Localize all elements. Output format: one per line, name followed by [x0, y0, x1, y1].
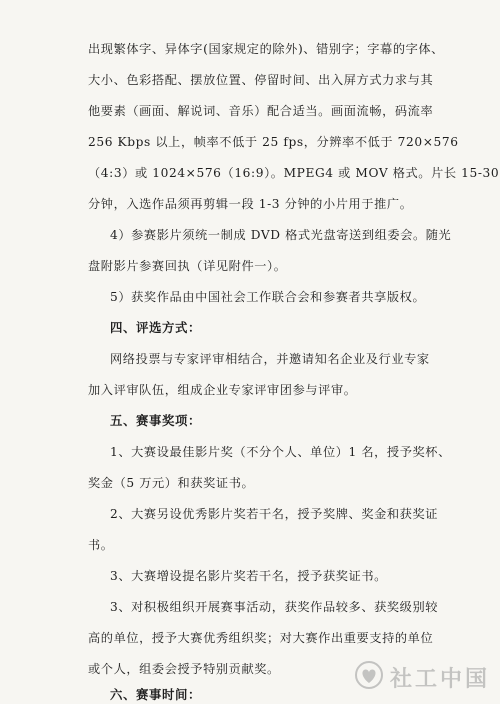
- heart-people-logo-icon: [354, 660, 384, 694]
- section-heading: 四、评选方式：: [110, 320, 201, 335]
- watermark-text: 社工中国: [389, 666, 490, 692]
- body-line: 书。: [88, 538, 114, 552]
- body-line: 3、对积极组织开展赛事活动，获奖作品较多、获奖级别较: [110, 600, 439, 614]
- body-line: （4:3）或 1024×576（16:9）。MPEG4 或 MOV 格式。片长 15-30: [88, 166, 500, 180]
- body-line: 盘附影片参赛回执（详见附件一）。: [88, 259, 287, 273]
- watermark: [354, 660, 490, 694]
- body-line: 3、大赛增设提名影片奖若干名，授予获奖证书。: [110, 569, 387, 583]
- body-line: 分钟，入选作品须再剪辑一段 1-3 分钟的小片用于推广。: [88, 197, 413, 211]
- section-heading: 六、赛事时间：: [110, 687, 201, 702]
- body-line: 或个人，组委会授予特别贡献奖。: [88, 662, 280, 676]
- body-line: 网络投票与专家评审相结合，并邀请知名企业及行业专家: [110, 352, 430, 366]
- body-line: 奖金（5 万元）和获奖证书。: [88, 476, 255, 490]
- section-heading: 五、赛事奖项：: [110, 413, 201, 428]
- body-line: 4）参赛影片须统一制成 DVD 格式光盘寄送到组委会。随光: [110, 228, 452, 242]
- body-line: 2、大赛另设优秀影片奖若干名，授予奖牌、奖金和获奖证: [110, 507, 439, 521]
- body-line: 1、大赛设最佳影片奖（不分个人、单位）1 名，授予奖杯、: [110, 445, 451, 459]
- body-line: 出现繁体字、异体字(国家规定的除外)、错别字；字幕的字体、: [88, 42, 444, 56]
- body-line: 大小、色彩搭配、摆放位置、停留时间、出入屏方式力求与其: [88, 73, 434, 87]
- body-line: 256 Kbps 以上，帧率不低于 25 fps，分辨率不低于 720×576: [88, 135, 459, 149]
- body-line: 高的单位，授予大赛优秀组织奖；对大赛作出重要支持的单位: [88, 631, 434, 645]
- body-line: 5）获奖作品由中国社会工作联合会和参赛者共享版权。: [110, 290, 426, 304]
- body-line: 加入评审队伍，组成企业专家评审团参与评审。: [88, 383, 357, 397]
- body-line: 他要素（画面、解说词、音乐）配合适当。画面流畅，码流率: [88, 104, 434, 118]
